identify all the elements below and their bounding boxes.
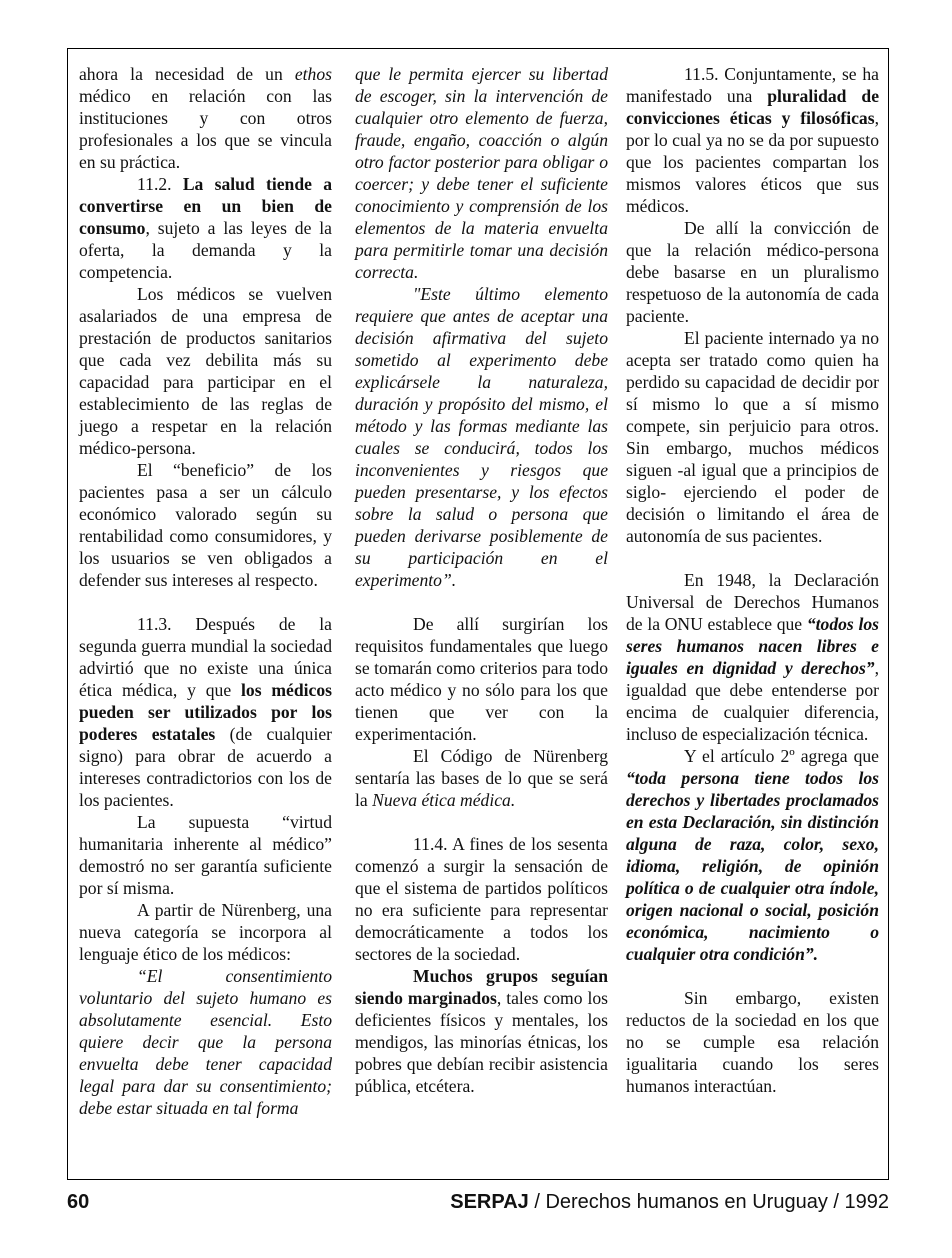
text-bold: La salud tiende a convertirse en un bien de consumo	[79, 174, 332, 238]
text-bold-italic: “todos los seres humanos nacen libres e iguales en dignidad y derechos”	[626, 614, 880, 678]
text-bold: los médicos pueden ser utilizados por los poderes estatales	[79, 680, 332, 744]
publisher: SERPAJ	[450, 1191, 529, 1213]
publication-title: / Derechos humanos en Uruguay / 1992	[528, 1191, 889, 1213]
page-number: 60	[67, 1191, 90, 1213]
text: médico en relación con las instituciones y con otros profesionales a los que se vincula en su práctica.	[79, 86, 332, 172]
page-footer	[67, 1189, 889, 1219]
paragraph: El “beneficio” de los pacientes pasa a ser un cálculo económico valorado según su rentabilidad como consumidores, y los usuarios se ven obligados a defender sus intereses al respecto.	[79, 460, 332, 590]
paragraph: Los médicos se vuelven asalariados de una empresa de prestación de productos sanitarios que cada vez debilita más su capacidad para participar en el establecimiento de las reglas de juego a respetar en la relación médico-persona.	[79, 284, 332, 458]
paragraph	[79, 63, 332, 173]
text-bold: Muchos grupos seguían siendo marginados	[355, 966, 608, 1008]
text: , tales como los deficientes físicos y mentales, los mendigos, las minorías étnicas, los pobres que debían recibir asistencia pública, etcétera.	[355, 988, 608, 1096]
text: ahora la necesidad de un	[79, 64, 295, 84]
paragraph-11-3	[79, 613, 332, 811]
text: Y el artículo 2º agrega que	[684, 746, 879, 766]
text: , sujeto a las leyes de la oferta, la demanda y la competencia.	[79, 218, 332, 282]
paragraph: El paciente internado ya no acepta ser tratado como quien ha perdido su capacidad de decidir por sí mismo lo que a sí mismo compete, sin perjuicio para otros. Sin embargo, muchos médicos siguen -al igual que a principios de siglo- ejerciendo el poder de decisión o limitando el área de autonomía de sus pacientes.	[626, 328, 879, 546]
paragraph: A partir de Nürenberg, una nueva categoría se incorpora al lenguaje ético de los médicos:	[79, 900, 332, 964]
text: 11.3. Después de la segunda guerra mundial la sociedad advirtió que no existe una única ética médica, y que	[79, 614, 332, 700]
column-1	[79, 63, 332, 1119]
paragraph	[626, 745, 879, 965]
column-3	[626, 63, 879, 1097]
text-italic: Nueva ética médica.	[372, 790, 516, 810]
paragraph	[626, 569, 879, 745]
paragraph-11-4: 11.4. A fines de los sesenta comenzó a surgir la sensación de que el sistema de partidos políticos no era suficiente para representar democráticamente a todos los sectores de la sociedad.	[355, 834, 608, 964]
text: , por lo cual ya no se da por supuesto que los pacientes compartan los mismos valores éticos que sus médicos.	[626, 108, 879, 216]
text: En 1948, la Declaración Universal de Derechos Humanos de la ONU establece que	[626, 570, 879, 634]
column-2	[355, 63, 608, 1097]
paragraph	[355, 745, 608, 811]
text: , igualdad que debe entenderse por encima de cualquier diferencia, incluso de especialización técnica.	[626, 658, 879, 744]
paragraph: Sin embargo, existen reductos de la sociedad en los que no se cumple esa relación igualitaria cuando los seres humanos interactúan.	[626, 988, 879, 1096]
paragraph-11-5	[626, 63, 879, 217]
paragraph: De allí surgirían los requisitos fundamentales que luego se tomarán como criterios para todo acto médico y no sólo para los que tienen que ver con la experimentación.	[355, 614, 608, 744]
text-bold: pluralidad de convicciones éticas y filosóficas	[626, 86, 880, 128]
running-footer	[450, 1191, 889, 1214]
text-bold-italic: “toda persona tiene todos los derechos y libertades proclamados en esta Declaración, sin distinción alguna de raza, color, sexo, idioma, religión, de opinión política o de cualquier otra índole, origen nacional o social, posición económica, nacimiento o cualquier otra condición”.	[626, 768, 879, 964]
paragraph: De allí la convicción de que la relación médico-persona debe basarse en un pluralismo respetuoso de la autonomía de cada paciente.	[626, 218, 879, 326]
quote-paragraph: que le permita ejercer su libertad de escoger, sin la intervención de cualquier otro elemento de fuerza, fraude, engaño, coacción o algún otro factor posterior para obligar o coercer; y debe tener el suficiente conocimiento y comprensión de los elementos de la materia envuelta para permitirle tomar una decisión correcta.	[355, 64, 608, 282]
paragraph-11-2	[79, 173, 332, 283]
text-italic: ethos	[294, 64, 332, 84]
text: 11.2.	[137, 174, 183, 194]
text: El Código de Nürenberg sentaría las bases de lo que se será la	[355, 746, 608, 810]
paragraph: La supuesta “virtud humanitaria inherente al médico” demostró no ser garantía suficiente por sí misma.	[79, 812, 332, 898]
quote-paragraph: "Este último elemento requiere que antes de aceptar una decisión afirmativa del sujeto sometido al experimento debe explicársele la naturaleza, duración y propósito del mismo, el método y las formas mediante las cuales se conducirá, todos los inconvenientes y riesgos que pueden presentarse, y los efectos sobre la salud o persona que pueden derivarse posiblemente de su participación en el experimento”.	[355, 284, 608, 590]
text: (de cualquier signo) para obrar de acuerdo a intereses contradictorios con los de los pacientes.	[79, 724, 332, 810]
paragraph	[355, 965, 608, 1097]
quote-paragraph: “El consentimiento voluntario del sujeto humano es absolutamente esencial. Esto quiere decir que la persona envuelta debe tener capacidad legal para dar su consentimiento; debe estar situada en tal forma	[79, 966, 332, 1118]
text: 11.5. Conjuntamente, se ha manifestado una	[626, 64, 879, 106]
text-frame	[67, 48, 889, 1180]
